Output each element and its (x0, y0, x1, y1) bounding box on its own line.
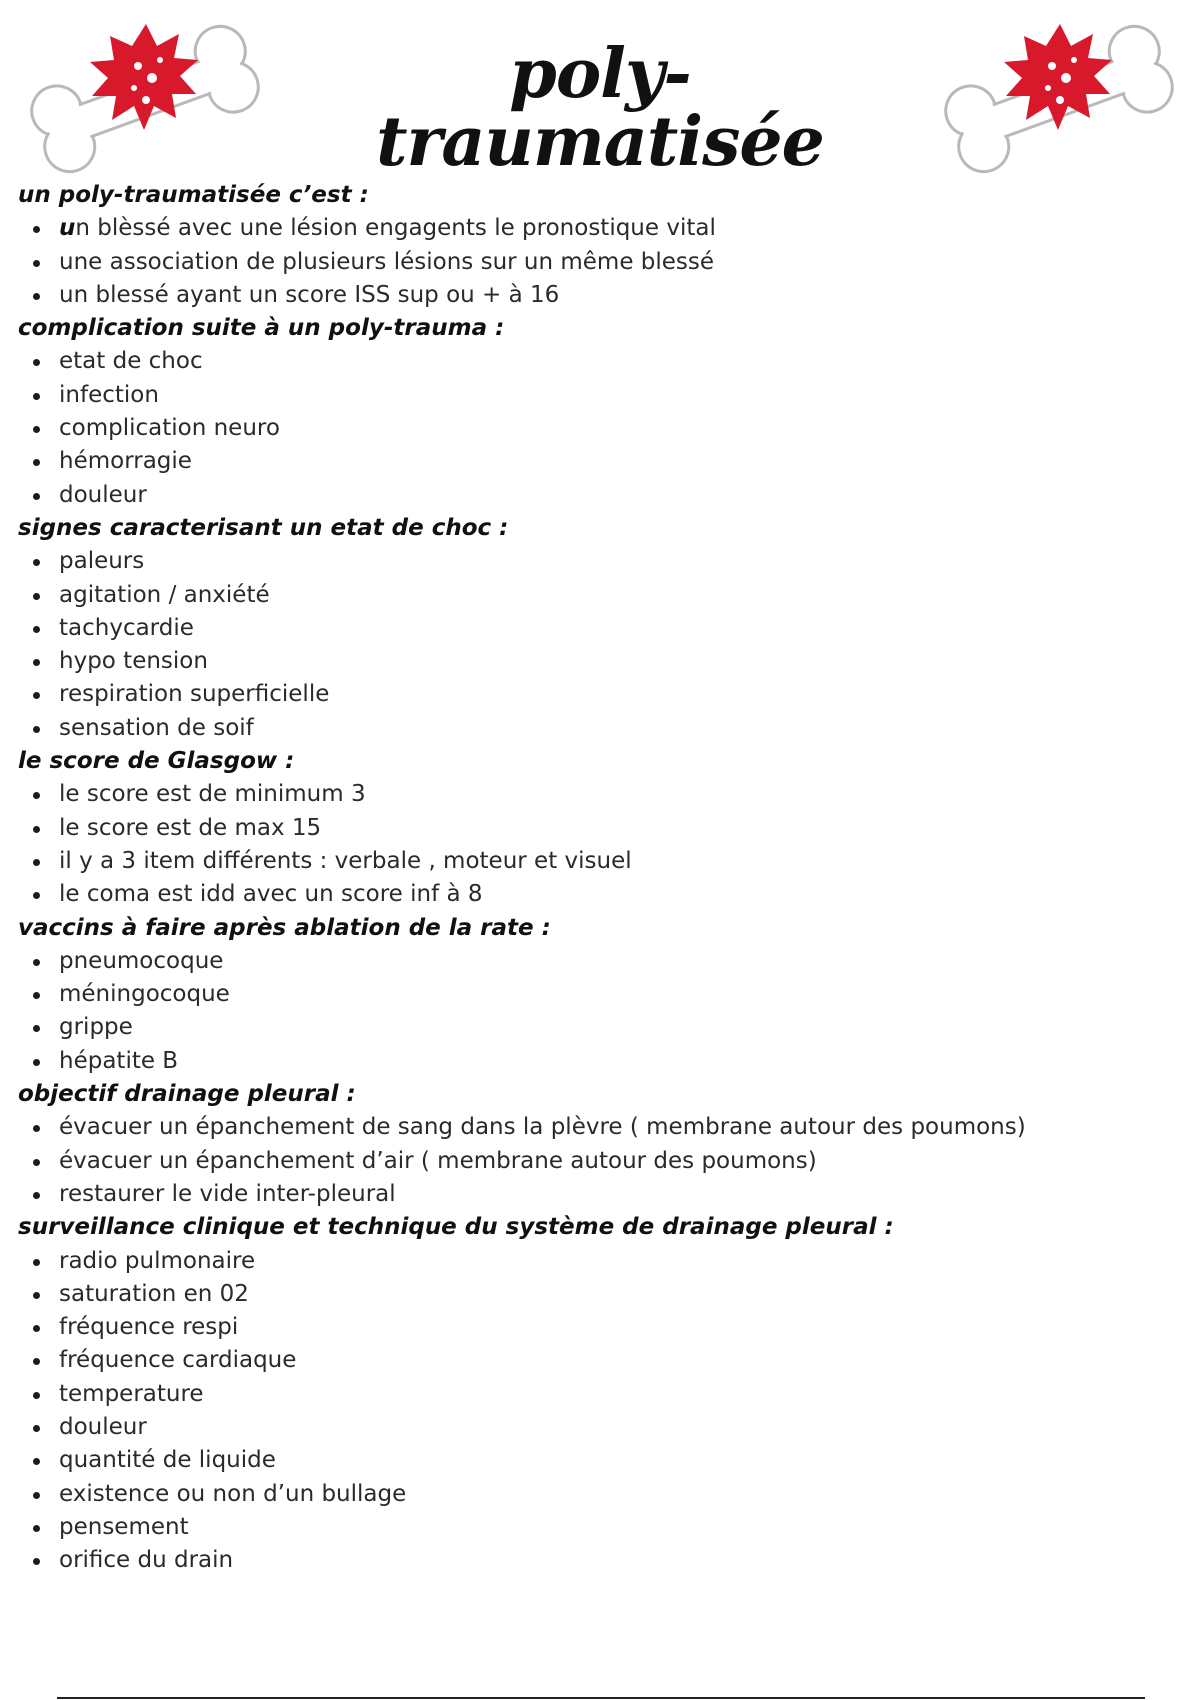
page-header (0, 0, 1200, 180)
shock-signs-list (18, 545, 1178, 745)
list-item: le coma est idd avec un score inf à 8 (18, 878, 1178, 911)
list-item: un blessé ayant un score ISS sup ou + à 16 (18, 279, 1178, 312)
section-heading-drainage-monitoring: surveillance clinique et technique du système de drainage pleural : (18, 1214, 894, 1241)
drainage-monitoring-list (18, 1245, 1178, 1578)
list-item (18, 212, 1178, 245)
list-item: quantité de liquide (18, 1444, 1178, 1477)
list-item: fréquence respi (18, 1311, 1178, 1344)
list-item: douleur (18, 479, 1178, 512)
section-heading-definition: un poly-traumatisée c’est : (18, 182, 369, 208)
list-item: le score est de minimum 3 (18, 778, 1178, 811)
list-item: grippe (18, 1011, 1178, 1044)
list-item: existence ou non d’un bullage (18, 1478, 1178, 1511)
list-item: restaurer le vide inter-pleural (18, 1178, 1178, 1211)
list-item: hépatite B (18, 1045, 1178, 1078)
broken-bone-icon (928, 14, 1190, 174)
section-heading-drainage-goal: objectif drainage pleural : (18, 1081, 356, 1108)
section-heading-complications: complication suite à un poly-trauma : (18, 315, 505, 342)
list-item: évacuer un épanchement d’air ( membrane autour des poumons) (18, 1145, 1178, 1178)
list-item: saturation en 02 (18, 1278, 1178, 1311)
list-item: douleur (18, 1411, 1178, 1444)
list-item: complication neuro (18, 412, 1178, 445)
list-item: tachycardie (18, 612, 1178, 645)
glasgow-list (18, 778, 1178, 911)
list-item: etat de choc (18, 345, 1178, 378)
list-item: paleurs (18, 545, 1178, 578)
list-item: pensement (18, 1511, 1178, 1544)
complications-list (18, 345, 1178, 511)
list-item: le score est de max 15 (18, 812, 1178, 845)
list-item: respiration superficielle (18, 678, 1178, 711)
list-item: infection (18, 379, 1178, 412)
section-heading-shock-signs: signes caracterisant un etat de choc : (18, 514, 509, 541)
list-item: fréquence cardiaque (18, 1344, 1178, 1377)
list-item: hémorragie (18, 445, 1178, 478)
emphasized-initial: u (59, 215, 76, 242)
list-item: agitation / anxiété (18, 579, 1178, 612)
list-item: radio pulmonaire (18, 1245, 1178, 1278)
list-item: temperature (18, 1378, 1178, 1411)
drainage-goal-list (18, 1111, 1178, 1211)
broken-bone-icon (14, 14, 276, 174)
list-item: méningocoque (18, 978, 1178, 1011)
footer-divider (57, 1697, 1145, 1699)
list-item: pneumocoque (18, 945, 1178, 978)
list-item: sensation de soif (18, 712, 1178, 745)
list-item-text: n blèssé avec une lésion engagents le pronostique vital (75, 215, 716, 242)
vaccines-list (18, 945, 1178, 1078)
list-item: il y a 3 item différents : verbale , moteur et visuel (18, 845, 1178, 878)
definition-list (18, 212, 1178, 312)
document-body (18, 179, 1178, 1577)
section-heading-vaccines: vaccins à faire après ablation de la rate : (18, 914, 551, 941)
list-item: une association de plusieurs lésions sur un même blessé (18, 246, 1178, 279)
page-title: poly-traumatisée (376, 34, 824, 182)
list-item: évacuer un épanchement de sang dans la plèvre ( membrane autour des poumons) (18, 1111, 1178, 1144)
list-item: orifice du drain (18, 1544, 1178, 1577)
section-heading-glasgow: le score de Glasgow : (18, 748, 295, 775)
list-item: hypo tension (18, 645, 1178, 678)
